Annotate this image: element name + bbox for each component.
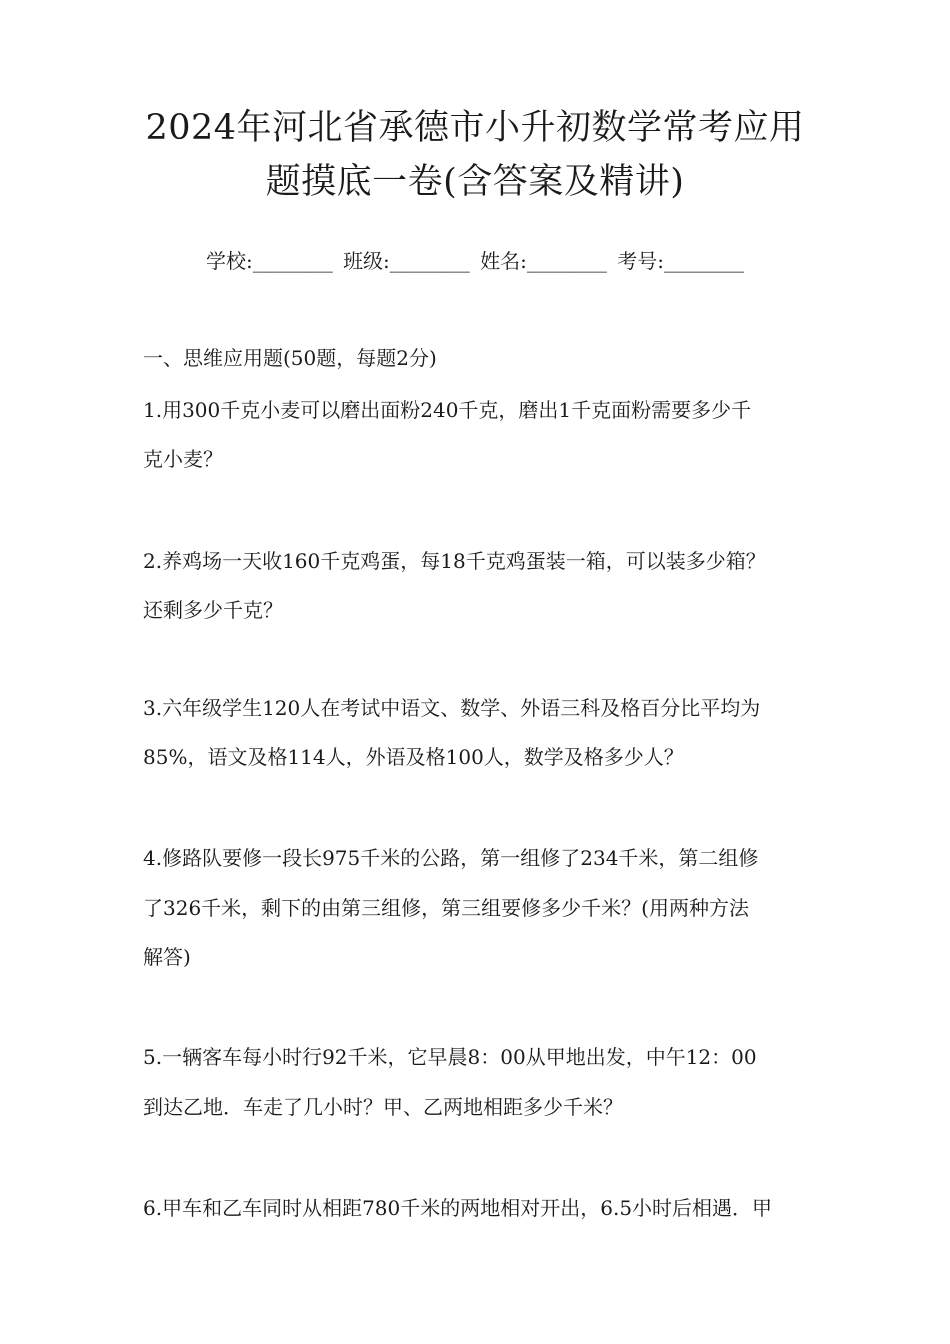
class-field: 班级:________ (343, 249, 470, 273)
question-3-line-2: 85%，语文及格114人，外语及格100人，数学及格多少人？ (143, 745, 684, 769)
section-heading: 一、思维应用题(50题，每题2分) (143, 346, 437, 370)
question-4-line-1: 4.修路队要修一段长975千米的公路，第一组修了234千米，第二组修 (143, 846, 759, 870)
question-6-line-1: 6.甲车和乙车同时从相距780千米的两地相对开出，6.5小时后相遇．甲 (143, 1196, 773, 1220)
question-2-line-2: 还剩多少千克？ (143, 598, 283, 622)
question-2-line-1: 2.养鸡场一天收160千克鸡蛋，每18千克鸡蛋装一箱，可以装多少箱？ (143, 549, 766, 573)
question-5-line-1: 5.一辆客车每小时行92千米，它早晨8：00从甲地出发，中午12：00 (143, 1045, 757, 1069)
question-5-line-2: 到达乙地．车走了几小时？甲、乙两地相距多少千米？ (143, 1095, 623, 1119)
school-field: 学校:________ (205, 249, 333, 273)
document-title-line-1: 2024年河北省承德市小升初数学常考应用 (145, 108, 805, 148)
question-1-line-2: 克小麦？ (143, 447, 223, 471)
name-field: 姓名:________ (480, 249, 607, 273)
question-4-line-3: 解答) (143, 945, 191, 969)
question-3-line-1: 3.六年级学生120人在考试中语文、数学、外语三科及格百分比平均为 (143, 696, 761, 720)
exam-number-field: 考号:________ (617, 249, 745, 273)
question-1-line-1: 1.用300千克小麦可以磨出面粉240千克，磨出1千克面粉需要多少千 (143, 398, 752, 422)
question-4-line-2: 了326千米，剩下的由第三组修，第三组要修多少千米？(用两种方法 (143, 896, 749, 920)
document-title-line-2: 题摸底一卷(含答案及精讲) (265, 162, 685, 202)
student-info-row (100, 246, 850, 276)
